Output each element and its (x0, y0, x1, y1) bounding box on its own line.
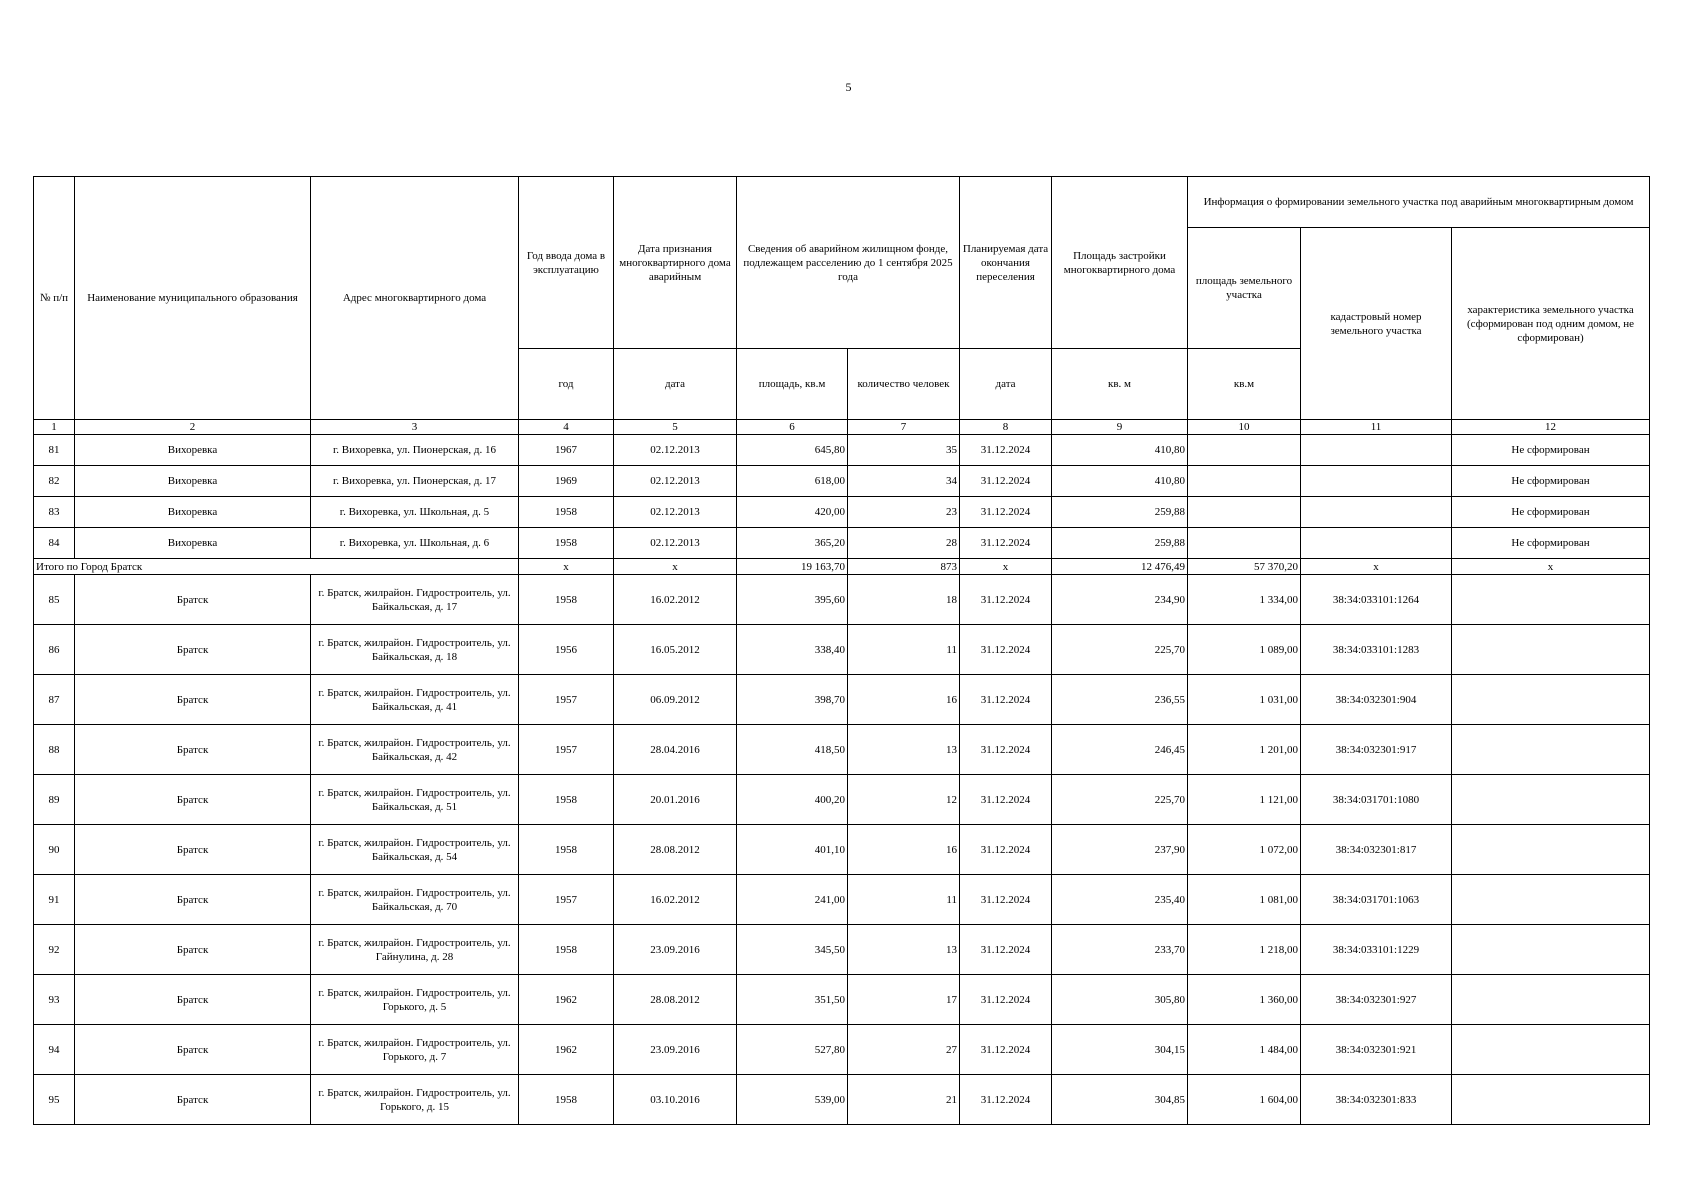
built-area: 236,55 (1052, 675, 1188, 725)
recognition-date: 28.08.2012 (614, 825, 737, 875)
row-number: 93 (34, 975, 75, 1025)
municipality-name: Вихоревка (75, 497, 311, 528)
commission-year: 1958 (519, 925, 614, 975)
header-address: Адрес многоквартирного дома (311, 177, 519, 420)
recognition-date: 23.09.2016 (614, 1025, 737, 1075)
header-land-characteristic: характеристика земельного участка (сформирован под одним домом, не сформирован) (1452, 228, 1650, 420)
recognition-date: 28.04.2016 (614, 725, 737, 775)
unit-built-sqm: кв. м (1052, 349, 1188, 420)
recognition-date: 02.12.2013 (614, 435, 737, 466)
fund-area: 338,40 (737, 625, 848, 675)
cadastral-number: 38:34:032301:817 (1301, 825, 1452, 875)
municipality-name: Братск (75, 925, 311, 975)
land-area (1188, 466, 1301, 497)
total-date: x (614, 559, 737, 575)
fund-area: 418,50 (737, 725, 848, 775)
table-row (34, 875, 1650, 925)
people-count: 11 (848, 625, 960, 675)
land-characteristic: Не сформирован (1452, 466, 1650, 497)
page-number: 5 (845, 80, 852, 94)
land-area: 1 334,00 (1188, 575, 1301, 625)
row-number: 89 (34, 775, 75, 825)
table-row (34, 575, 1650, 625)
header-num: № п/п (34, 177, 75, 420)
fund-area: 365,20 (737, 528, 848, 559)
table-row (34, 825, 1650, 875)
land-characteristic (1452, 925, 1650, 975)
land-characteristic (1452, 1075, 1650, 1125)
land-characteristic: Не сформирован (1452, 528, 1650, 559)
planned-date: 31.12.2024 (960, 497, 1052, 528)
municipality-name: Братск (75, 575, 311, 625)
planned-date: 31.12.2024 (960, 1075, 1052, 1125)
house-address: г. Вихоревка, ул. Пионерская, д. 17 (311, 466, 519, 497)
land-characteristic (1452, 1025, 1650, 1075)
commission-year: 1957 (519, 875, 614, 925)
cadastral-number: 38:34:032301:833 (1301, 1075, 1452, 1125)
total-characteristic: x (1452, 559, 1650, 575)
planned-date: 31.12.2024 (960, 575, 1052, 625)
municipality-name: Братск (75, 625, 311, 675)
planned-date: 31.12.2024 (960, 675, 1052, 725)
municipality-name: Вихоревка (75, 528, 311, 559)
house-address: г. Братск, жилрайон. Гидростроитель, ул. Гайнулина, д. 28 (311, 925, 519, 975)
table-row (34, 435, 1650, 466)
row-number: 88 (34, 725, 75, 775)
recognition-date: 16.02.2012 (614, 575, 737, 625)
people-count: 28 (848, 528, 960, 559)
column-number: 5 (614, 420, 737, 435)
table-row (34, 625, 1650, 675)
header-built-area: Площадь застройки многоквартирного дома (1052, 177, 1188, 349)
planned-date: 31.12.2024 (960, 925, 1052, 975)
fund-area: 401,10 (737, 825, 848, 875)
fund-area: 241,00 (737, 875, 848, 925)
commission-year: 1956 (519, 625, 614, 675)
row-number: 85 (34, 575, 75, 625)
header-cadastral: кадастровый номер земельного участка (1301, 228, 1452, 420)
cadastral-number: 38:34:033101:1283 (1301, 625, 1452, 675)
built-area: 235,40 (1052, 875, 1188, 925)
land-characteristic (1452, 775, 1650, 825)
house-address: г. Братск, жилрайон. Гидростроитель, ул. Байкальская, д. 18 (311, 625, 519, 675)
header-land-area: площадь земельного участка (1188, 228, 1301, 349)
column-number: 2 (75, 420, 311, 435)
row-number: 90 (34, 825, 75, 875)
unit-area: площадь, кв.м (737, 349, 848, 420)
unit-year: год (519, 349, 614, 420)
total-year: x (519, 559, 614, 575)
municipality-name: Братск (75, 675, 311, 725)
cadastral-number: 38:34:032301:904 (1301, 675, 1452, 725)
house-address: г. Братск, жилрайон. Гидростроитель, ул. Горького, д. 15 (311, 1075, 519, 1125)
column-number: 4 (519, 420, 614, 435)
people-count: 16 (848, 825, 960, 875)
header-municipality: Наименование муниципального образования (75, 177, 311, 420)
land-area: 1 089,00 (1188, 625, 1301, 675)
total-land-area: 57 370,20 (1188, 559, 1301, 575)
commission-year: 1962 (519, 1025, 614, 1075)
commission-year: 1969 (519, 466, 614, 497)
row-number: 83 (34, 497, 75, 528)
fund-area: 395,60 (737, 575, 848, 625)
total-row (34, 559, 1650, 575)
land-area: 1 360,00 (1188, 975, 1301, 1025)
land-characteristic (1452, 575, 1650, 625)
commission-year: 1962 (519, 975, 614, 1025)
recognition-date: 06.09.2012 (614, 675, 737, 725)
cadastral-number (1301, 528, 1452, 559)
land-characteristic (1452, 675, 1650, 725)
built-area: 259,88 (1052, 528, 1188, 559)
recognition-date: 20.01.2016 (614, 775, 737, 825)
built-area: 225,70 (1052, 625, 1188, 675)
planned-date: 31.12.2024 (960, 825, 1052, 875)
column-number: 10 (1188, 420, 1301, 435)
land-area (1188, 528, 1301, 559)
house-address: г. Братск, жилрайон. Гидростроитель, ул. Байкальская, д. 41 (311, 675, 519, 725)
cadastral-number: 38:34:031701:1063 (1301, 875, 1452, 925)
commission-year: 1958 (519, 497, 614, 528)
recognition-date: 28.08.2012 (614, 975, 737, 1025)
header-row-top (34, 177, 1650, 228)
land-area (1188, 497, 1301, 528)
people-count: 11 (848, 875, 960, 925)
municipality-name: Братск (75, 725, 311, 775)
municipality-name: Братск (75, 1075, 311, 1125)
fund-area: 618,00 (737, 466, 848, 497)
unit-planned-date: дата (960, 349, 1052, 420)
table-row (34, 497, 1650, 528)
house-address: г. Братск, жилрайон. Гидростроитель, ул. Байкальская, д. 70 (311, 875, 519, 925)
people-count: 17 (848, 975, 960, 1025)
house-address: г. Братск, жилрайон. Гидростроитель, ул. Байкальская, д. 51 (311, 775, 519, 825)
house-address: г. Братск, жилрайон. Гидростроитель, ул. Байкальская, д. 54 (311, 825, 519, 875)
total-cadastral: x (1301, 559, 1452, 575)
planned-date: 31.12.2024 (960, 775, 1052, 825)
planned-date: 31.12.2024 (960, 435, 1052, 466)
column-number: 1 (34, 420, 75, 435)
recognition-date: 23.09.2016 (614, 925, 737, 975)
land-area: 1 121,00 (1188, 775, 1301, 825)
built-area: 304,15 (1052, 1025, 1188, 1075)
fund-area: 420,00 (737, 497, 848, 528)
land-characteristic (1452, 975, 1650, 1025)
cadastral-number: 38:34:033101:1229 (1301, 925, 1452, 975)
cadastral-number: 38:34:033101:1264 (1301, 575, 1452, 625)
total-built-area: 12 476,49 (1052, 559, 1188, 575)
people-count: 13 (848, 725, 960, 775)
column-number: 3 (311, 420, 519, 435)
house-address: г. Вихоревка, ул. Пионерская, д. 16 (311, 435, 519, 466)
people-count: 27 (848, 1025, 960, 1075)
column-number: 11 (1301, 420, 1452, 435)
cadastral-number (1301, 497, 1452, 528)
table-row (34, 1075, 1650, 1125)
people-count: 12 (848, 775, 960, 825)
municipality-name: Братск (75, 1025, 311, 1075)
commission-year: 1958 (519, 825, 614, 875)
planned-date: 31.12.2024 (960, 466, 1052, 497)
built-area: 304,85 (1052, 1075, 1188, 1125)
fund-area: 345,50 (737, 925, 848, 975)
house-address: г. Братск, жилрайон. Гидростроитель, ул. Байкальская, д. 17 (311, 575, 519, 625)
table-row (34, 675, 1650, 725)
house-address: г. Вихоревка, ул. Школьная, д. 5 (311, 497, 519, 528)
planned-date: 31.12.2024 (960, 1025, 1052, 1075)
table-row (34, 925, 1650, 975)
row-number: 92 (34, 925, 75, 975)
built-area: 237,90 (1052, 825, 1188, 875)
header-planned-date: Планируемая дата окончания переселения (960, 177, 1052, 349)
people-count: 21 (848, 1075, 960, 1125)
commission-year: 1957 (519, 725, 614, 775)
house-address: г. Братск, жилрайон. Гидростроитель, ул. Горького, д. 5 (311, 975, 519, 1025)
people-count: 23 (848, 497, 960, 528)
row-number: 87 (34, 675, 75, 725)
land-area: 1 201,00 (1188, 725, 1301, 775)
recognition-date: 02.12.2013 (614, 497, 737, 528)
built-area: 234,90 (1052, 575, 1188, 625)
cadastral-number (1301, 466, 1452, 497)
land-characteristic (1452, 725, 1650, 775)
total-label: Итого по Город Братск (34, 559, 519, 575)
fund-area: 400,20 (737, 775, 848, 825)
row-number: 86 (34, 625, 75, 675)
recognition-date: 02.12.2013 (614, 466, 737, 497)
municipality-name: Братск (75, 775, 311, 825)
planned-date: 31.12.2024 (960, 875, 1052, 925)
table-row (34, 466, 1650, 497)
people-count: 35 (848, 435, 960, 466)
land-characteristic (1452, 825, 1650, 875)
column-number: 12 (1452, 420, 1650, 435)
municipality-name: Братск (75, 975, 311, 1025)
column-number: 6 (737, 420, 848, 435)
column-number-row (34, 420, 1650, 435)
unit-land-sqm: кв.м (1188, 349, 1301, 420)
recognition-date: 16.02.2012 (614, 875, 737, 925)
header-recognition-date: Дата признания многоквартирного дома аварийным (614, 177, 737, 349)
column-number: 7 (848, 420, 960, 435)
planned-date: 31.12.2024 (960, 625, 1052, 675)
total-people: 873 (848, 559, 960, 575)
total-planned: x (960, 559, 1052, 575)
unit-date: дата (614, 349, 737, 420)
municipality-name: Вихоревка (75, 435, 311, 466)
cadastral-number: 38:34:032301:927 (1301, 975, 1452, 1025)
people-count: 16 (848, 675, 960, 725)
land-area: 1 218,00 (1188, 925, 1301, 975)
built-area: 305,80 (1052, 975, 1188, 1025)
recognition-date: 16.05.2012 (614, 625, 737, 675)
built-area: 233,70 (1052, 925, 1188, 975)
municipality-name: Братск (75, 875, 311, 925)
land-characteristic (1452, 625, 1650, 675)
commission-year: 1958 (519, 1075, 614, 1125)
row-number: 84 (34, 528, 75, 559)
land-area: 1 072,00 (1188, 825, 1301, 875)
built-area: 225,70 (1052, 775, 1188, 825)
header-fund-info: Сведения об аварийном жилищном фонде, подлежащем расселению до 1 сентября 2025 года (737, 177, 960, 349)
recognition-date: 03.10.2016 (614, 1075, 737, 1125)
land-area (1188, 435, 1301, 466)
table-row (34, 1025, 1650, 1075)
planned-date: 31.12.2024 (960, 528, 1052, 559)
commission-year: 1958 (519, 528, 614, 559)
table-row (34, 528, 1650, 559)
land-characteristic: Не сформирован (1452, 435, 1650, 466)
emergency-housing-table (33, 176, 1650, 1125)
cadastral-number: 38:34:032301:921 (1301, 1025, 1452, 1075)
cadastral-number: 38:34:031701:1080 (1301, 775, 1452, 825)
municipality-name: Вихоревка (75, 466, 311, 497)
table-row (34, 775, 1650, 825)
column-number: 8 (960, 420, 1052, 435)
header-year: Год ввода дома в эксплуатацию (519, 177, 614, 349)
people-count: 34 (848, 466, 960, 497)
built-area: 410,80 (1052, 466, 1188, 497)
row-number: 82 (34, 466, 75, 497)
fund-area: 527,80 (737, 1025, 848, 1075)
table-row (34, 725, 1650, 775)
people-count: 18 (848, 575, 960, 625)
cadastral-number: 38:34:032301:917 (1301, 725, 1452, 775)
fund-area: 398,70 (737, 675, 848, 725)
people-count: 13 (848, 925, 960, 975)
built-area: 259,88 (1052, 497, 1188, 528)
cadastral-number (1301, 435, 1452, 466)
land-characteristic (1452, 875, 1650, 925)
fund-area: 645,80 (737, 435, 848, 466)
commission-year: 1967 (519, 435, 614, 466)
table-row (34, 975, 1650, 1025)
commission-year: 1958 (519, 575, 614, 625)
built-area: 410,80 (1052, 435, 1188, 466)
commission-year: 1957 (519, 675, 614, 725)
land-area: 1 031,00 (1188, 675, 1301, 725)
total-fund-area: 19 163,70 (737, 559, 848, 575)
column-number: 9 (1052, 420, 1188, 435)
row-number: 81 (34, 435, 75, 466)
land-area: 1 484,00 (1188, 1025, 1301, 1075)
planned-date: 31.12.2024 (960, 975, 1052, 1025)
fund-area: 539,00 (737, 1075, 848, 1125)
municipality-name: Братск (75, 825, 311, 875)
row-number: 91 (34, 875, 75, 925)
row-number: 95 (34, 1075, 75, 1125)
house-address: г. Вихоревка, ул. Школьная, д. 6 (311, 528, 519, 559)
row-number: 94 (34, 1025, 75, 1075)
built-area: 246,45 (1052, 725, 1188, 775)
recognition-date: 02.12.2013 (614, 528, 737, 559)
land-area: 1 081,00 (1188, 875, 1301, 925)
fund-area: 351,50 (737, 975, 848, 1025)
land-area: 1 604,00 (1188, 1075, 1301, 1125)
commission-year: 1958 (519, 775, 614, 825)
unit-people: количество человек (848, 349, 960, 420)
land-characteristic: Не сформирован (1452, 497, 1650, 528)
house-address: г. Братск, жилрайон. Гидростроитель, ул. Байкальская, д. 42 (311, 725, 519, 775)
header-land-info: Информация о формировании земельного участка под аварийным многоквартирным домом (1188, 177, 1650, 228)
house-address: г. Братск, жилрайон. Гидростроитель, ул. Горького, д. 7 (311, 1025, 519, 1075)
planned-date: 31.12.2024 (960, 725, 1052, 775)
